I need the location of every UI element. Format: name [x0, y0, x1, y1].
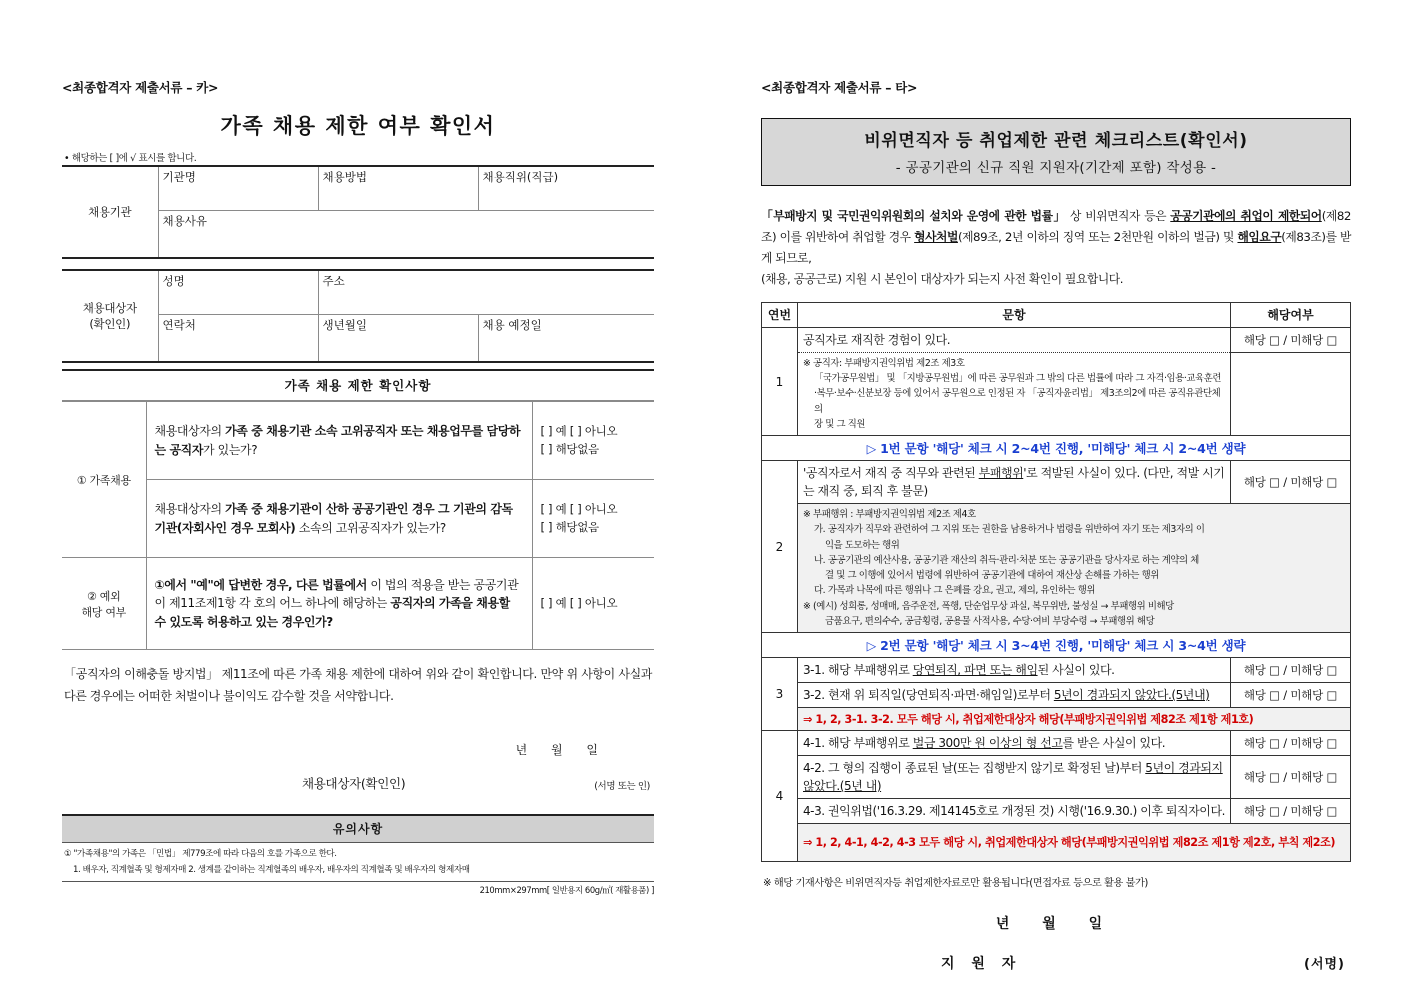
right-page-subtitle: - 공공기관의 신규 직원 지원자(기간제 포함) 작성용 -	[895, 160, 1217, 176]
checklist-row-4-1	[762, 730, 1351, 755]
question-3-2-text: 3-2. 현재 위 퇴직일(당연퇴직·파면·해임일)로부터 5년이 경과되지 않았다.(5년내)	[798, 682, 1231, 707]
left-doc-tag: <최종합격자 제출서류 – 카>	[62, 80, 219, 95]
arrow-guidance-2: ▷ 2번 문항 '해당' 체크 시 3~4번 진행, '미해당' 체크 시 3~4번 생략	[762, 632, 1351, 657]
questions-table	[62, 401, 654, 650]
paper-spec: 210mm×297mm[ 일반용지 60g/㎡( 재활용품) ]	[62, 881, 654, 896]
question-row	[62, 402, 654, 480]
answer-4-3-checkboxes[interactable]: 해당 □ / 미해당 □	[1231, 798, 1351, 823]
note-line: 「국가공무원법」 및 「지방공무원법」에 따른 공무원과 그 밖의 다른 법률에 따라 그 자격·임용·교육훈련	[814, 373, 1222, 385]
checklist-row-3-2	[762, 682, 1351, 707]
row-number-4: 4	[762, 730, 798, 861]
answer-3-1-checkboxes[interactable]: 해당 □ / 미해당 □	[1231, 657, 1351, 682]
question-1-text: 공직자로 재직한 경험이 있다.	[798, 327, 1231, 352]
candidate-row-label-line1: 채용대상자	[82, 301, 137, 315]
note-1	[798, 352, 1231, 435]
row-number-1: 1	[762, 327, 798, 435]
section-band-restriction: 가족 채용 제한 확인사항	[62, 369, 654, 401]
question-text-1: 채용대상자의 가족 중 채용기관 소속 고위공직자 또는 채용업무를 담당하는 공직자가 있는가?	[146, 402, 532, 480]
note-line: ※ 공직자: 부패방지권익위법 제2조 제3호	[803, 357, 965, 369]
answer-4-2-checkboxes[interactable]: 해당 □ / 미해당 □	[1231, 755, 1351, 798]
checklist-note-row-1	[762, 352, 1351, 435]
note-line: 결 및 그 이행에 있어서 법령에 위반하여 공공기관에 대하여 재산상 손해를 가하는 행위	[825, 570, 1159, 582]
arrow-row-2	[762, 632, 1351, 657]
notice-line: ① "가족채용"의 가족은 「민법」 제779조에 따라 다음의 호를 가족으로 한다.	[64, 849, 337, 860]
notice-body	[62, 843, 654, 881]
question-3-1-text: 3-1. 해당 부패행위로 당연퇴직, 파면 또는 해임된 사실이 있다.	[798, 657, 1231, 682]
question-4-2-text: 4-2. 그 형의 집행이 종료된 날(또는 집행받지 않기로 확정된 날)부터 5년이 경과되지 않았다.(5년 내)	[798, 755, 1231, 798]
question-row	[62, 558, 654, 650]
answer-line-2b[interactable]: [ ] 해당없음	[540, 519, 599, 534]
left-form-sheet	[0, 0, 700, 896]
right-signer-label: 지 원 자	[941, 955, 1022, 972]
org-row-label: 채용기관	[62, 166, 158, 258]
note-line: 익을 도모하는 행위	[825, 539, 900, 551]
notice-line: 1. 배우자, 직계혈족 및 형제자매 2. 생계를 같이하는 직계혈족의 배우자, 배우자의 직계혈족 및 배우자의 형제자매	[73, 865, 470, 876]
left-signature-hint: (서명 또는 인)	[594, 781, 650, 793]
answer-2-checkboxes[interactable]: 해당 □ / 미해당 □	[1231, 461, 1351, 504]
left-signature-row	[62, 774, 654, 796]
candidate-row-label-line2: (확인인)	[89, 317, 131, 331]
note-line: 장 및 그 직원	[814, 418, 866, 430]
answer-line-1a[interactable]: [ ] 예 [ ] 아니오	[540, 423, 618, 438]
question-text-2: 채용대상자의 가족 중 채용기관이 산하 공공기관인 경우 그 기관의 감독기관(자회사인 경우 모회사) 소속의 고위공직자가 있는가?	[146, 480, 532, 558]
note-1-spacer	[1231, 352, 1351, 435]
note-line: 금품요구, 편의수수, 공금횡령, 공용물 사적사용, 수당·여비 부당수령 → 부패행위 해당	[825, 615, 1155, 627]
checklist-banner	[761, 118, 1351, 186]
checklist-header-row	[762, 302, 1351, 327]
answer-options-3[interactable]	[532, 558, 654, 650]
note-line: ※ (예시) 성희롱, 성매매, 음주운전, 폭행, 단순업무상 과실, 복무위반, 불성실 → 부패행위 비해당	[803, 600, 1174, 612]
note-line: ·복무·보수·신분보장 등에 있어서 공무원으로 인정된 자 「공직자윤리법」 제3조의2에 따른 공직유관단체의	[814, 388, 1221, 415]
question-category-family: ① 가족채용	[62, 402, 146, 558]
field-candidate-address[interactable]: 주소	[318, 270, 654, 314]
summary-text-4: ⇒ 1, 2, 4-1, 4-2, 4-3 모두 해당 시, 취업제한대상자 해당(부패방지권익위법 제82조 제1항 제2호, 부칙 제2조)	[798, 823, 1351, 861]
header-question: 문항	[798, 302, 1231, 327]
note-line: 가. 공직자가 직무와 관련하여 그 지위 또는 권한을 남용하거나 법령을 위반하여 자기 또는 제3자의 이	[814, 524, 1205, 536]
field-hire-reason[interactable]: 채용사유	[158, 210, 654, 258]
question-4-3-text: 4-3. 권익위법('16.3.29. 제14145호로 개정된 것) 시행('16.9.30.) 이후 퇴직자이다.	[798, 798, 1231, 823]
left-date-line[interactable]: 년 월 일	[515, 743, 608, 758]
answer-4-1-checkboxes[interactable]: 해당 □ / 미해당 □	[1231, 730, 1351, 755]
left-page-title: 가족 채용 제한 여부 확인서	[220, 114, 496, 138]
field-candidate-contact[interactable]: 연락처	[158, 314, 318, 362]
org-info-table	[62, 165, 654, 259]
left-check-instruction: • 해당하는 [ ]에 √ 표시를 합니다.	[64, 153, 197, 164]
checklist-row-3-1	[762, 657, 1351, 682]
summary-row-3	[762, 707, 1351, 730]
row-number-2: 2	[762, 461, 798, 633]
checklist-row-1	[762, 327, 1351, 352]
note-line: 다. 가목과 나목에 따른 행위나 그 은폐를 강요, 권고, 제의, 유인하는 행위	[814, 585, 1096, 597]
notice-header: 유의사항	[62, 814, 654, 843]
right-doc-tag: <최종합격자 제출서류 – 타>	[761, 80, 918, 95]
arrow-row-1	[762, 436, 1351, 461]
header-no: 연번	[762, 302, 798, 327]
checklist-row-4-2	[762, 755, 1351, 798]
exception-label-line2: 해당 여부	[81, 605, 126, 619]
right-date-line[interactable]: 년 월 일	[995, 915, 1117, 932]
question-row	[62, 480, 654, 558]
answer-options-1[interactable]	[532, 402, 654, 480]
note-line: ※ 부패행위 : 부패방지권익위법 제2조 제4호	[803, 509, 976, 521]
left-signer-label: 채용대상자(확인인)	[302, 776, 406, 792]
right-page-title: 비위면직자 등 취업제한 관련 체크리스트(확인서)	[864, 131, 1248, 151]
checklist-table	[761, 302, 1351, 862]
answer-line-3a[interactable]: [ ] 예 [ ] 아니오	[540, 595, 618, 610]
field-hire-expected-date[interactable]: 채용 예정일	[478, 314, 654, 362]
field-org-name[interactable]: 기관명	[158, 166, 318, 210]
candidate-row-label	[62, 270, 158, 362]
answer-options-2[interactable]	[532, 480, 654, 558]
checklist-note-row-2	[762, 504, 1351, 633]
question-2-text: '공직자로서 재직 중 직무와 관련된 부패행위'로 적발된 사실이 있다. (다만, 적발 시기는 재직 중, 퇴직 후 불문)	[798, 461, 1231, 504]
header-applies: 해당여부	[1231, 302, 1351, 327]
answer-3-2-checkboxes[interactable]: 해당 □ / 미해당 □	[1231, 682, 1351, 707]
answer-line-2a[interactable]: [ ] 예 [ ] 아니오	[540, 501, 618, 516]
question-category-exception	[62, 558, 146, 650]
field-candidate-birth[interactable]: 생년월일	[318, 314, 478, 362]
summary-row-4	[762, 823, 1351, 861]
question-4-1-text: 4-1. 해당 부패행위로 벌금 300만 원 이상의 형 선고를 받은 사실이 있다.	[798, 730, 1231, 755]
answer-1-checkboxes[interactable]: 해당 □ / 미해당 □	[1231, 327, 1351, 352]
field-hire-method[interactable]: 채용방법	[318, 166, 478, 210]
right-signature-row	[761, 953, 1351, 977]
right-signature-hint: (서명)	[1304, 956, 1345, 972]
exception-label-line1: ② 예외	[87, 589, 121, 603]
row-number-3: 3	[762, 657, 798, 730]
summary-text-3: ⇒ 1, 2, 3-1. 3-2. 모두 해당 시, 취업제한대상자 해당(부패방지권익위법 제82조 제1항 제1호)	[798, 707, 1351, 730]
note-line: 나. 공공기관의 예산사용, 공공기관 재산의 취득·관리·처분 또는 공공기관을 당사자로 하는 계약의 체	[814, 554, 1199, 566]
field-candidate-name[interactable]: 성명	[158, 270, 318, 314]
checklist-row-2	[762, 461, 1351, 504]
answer-line-1b[interactable]: [ ] 해당없음	[540, 441, 599, 456]
candidate-info-table	[62, 269, 654, 363]
right-foot-note: ※ 해당 기재사항은 비위면직자등 취업제한자료로만 활용됩니다(면접자료 등으로 활용 불가)	[763, 877, 1148, 889]
field-hire-position[interactable]: 채용직위(직급)	[478, 166, 654, 210]
note-2	[798, 504, 1351, 633]
right-form-sheet	[703, 0, 1403, 977]
pledge-text: 「공직자의 이해충돌 방지법」 제11조에 따른 가족 채용 제한에 대하여 위와 같이 확인합니다. 만약 위 사항이 사실과 다른 경우에는 어떠한 처벌이나 불이익도 감수할 것을 서약합니다.	[64, 667, 652, 703]
arrow-guidance-1: ▷ 1번 문항 '해당' 체크 시 2~4번 진행, '미해당' 체크 시 2~4번 생략	[762, 436, 1351, 461]
intro-paragraph: 「부패방지 및 국민권익위원회의 설치와 운영에 관한 법률」 상 비위면직자 등은 공공기관에의 취업이 제한되어(제82조) 이를 위반하여 취업할 경우 형사처벌(제89조, 2년 이하의 징역 또는 2천만원 이하의 벌금) 및 해임요구(제83조)를 받게 되므로, (채용, 공공근로) 지원 시 본인이 대상자가 되는지 사전 확인이 필요합니다.	[761, 209, 1352, 286]
question-text-3: ①에서 "예"에 답변한 경우, 다른 법률에서 이 법의 적용을 받는 공공기관이 제11조제1항 각 호의 어느 하나에 해당하는 공직자의 가족을 채용할 수 있도록 허용하고 있는 경우인가?	[146, 558, 532, 650]
checklist-row-4-3	[762, 798, 1351, 823]
